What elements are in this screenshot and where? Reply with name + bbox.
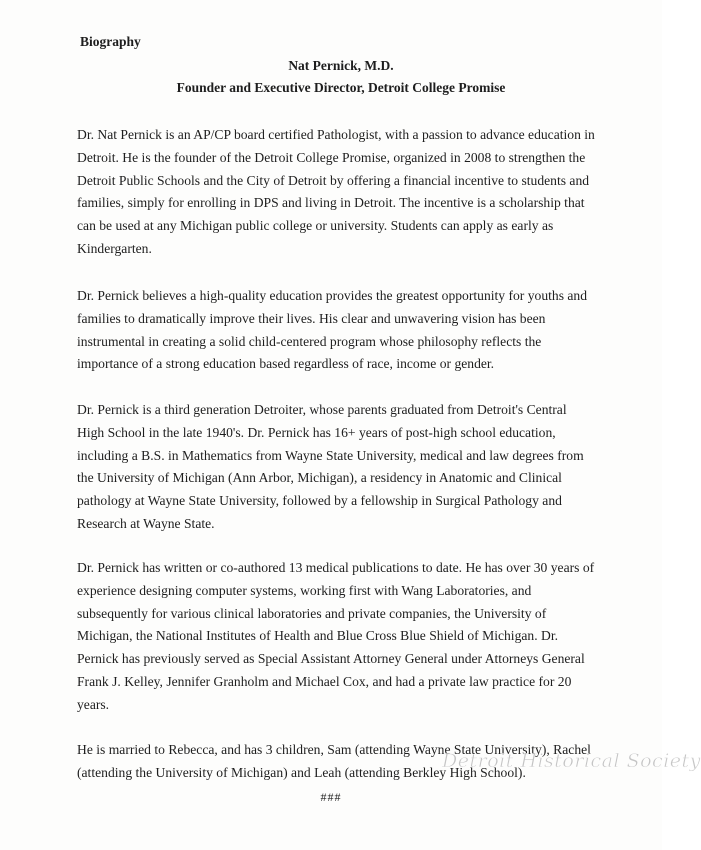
watermark: Detroit Historical Society: [442, 750, 701, 772]
paragraph-family: He is married to Rebecca, and has 3 children, Sam (attending Wayne State University), Rachel (attending the University of Michigan) and Leah (attending Berkley High School).: [77, 742, 591, 780]
biography-name-heading: Nat Pernick, M.D.: [288, 58, 394, 73]
biography-title-heading: Founder and Executive Director, Detroit College Promise: [176, 80, 506, 95]
paragraph-philosophy: Dr. Pernick believes a high-quality education provides the greatest opportunity for youths and families to dramatically improve their lives. His clear and unwavering vision has been instrumental in creating a solid child-centered program whose philosophy reflects the importance of a strong education based regardless of race, income or gender.: [77, 288, 588, 372]
paragraph-career: Dr. Pernick has written or co-authored 13 medical publications to date. He has over 30 years of experience designing computer systems, working first with Wang Laboratories, and subsequently for various clinical laboratories and private companies, the University of Michigan, the National Institutes of Health and Blue Cross Blue Shield of Michigan. Dr. Pernick has previously served as Special Assistant Attorney General under Attorneys General Frank J. Kelley, Jennifer Granholm and Michael Cox, and had a private law practice for 20 years.: [77, 560, 595, 712]
paragraph-background: Dr. Pernick is a third generation Detroiter, whose parents graduated from Detroit's Central High School in the late 1940's. Dr. Pernick has 16+ years of post-high school education, including a B.S. in Mathematics from Wayne State University, medical and law degrees from the University of Michigan (Ann Arbor, Michigan), a residency in Anatomic and Clinical pathology at Wayne State University, followed by a fellowship in Surgical Pathology and Research at Wayne State.: [77, 402, 584, 531]
paragraph-education-founder: Dr. Nat Pernick is an AP/CP board certified Pathologist, with a passion to advance education in Detroit. He is the founder of the Detroit College Promise, organized in 2008 to strengthen the Detroit Public Schools and the City of Detroit by offering a financial incentive to students and families, simply for enrolling in DPS and living in Detroit. The incentive is a scholarship that can be used at any Michigan public college or university. Students can apply as early as Kindergarten.: [77, 127, 595, 256]
section-label: Biography: [80, 34, 141, 49]
end-mark: ###: [320, 790, 342, 804]
